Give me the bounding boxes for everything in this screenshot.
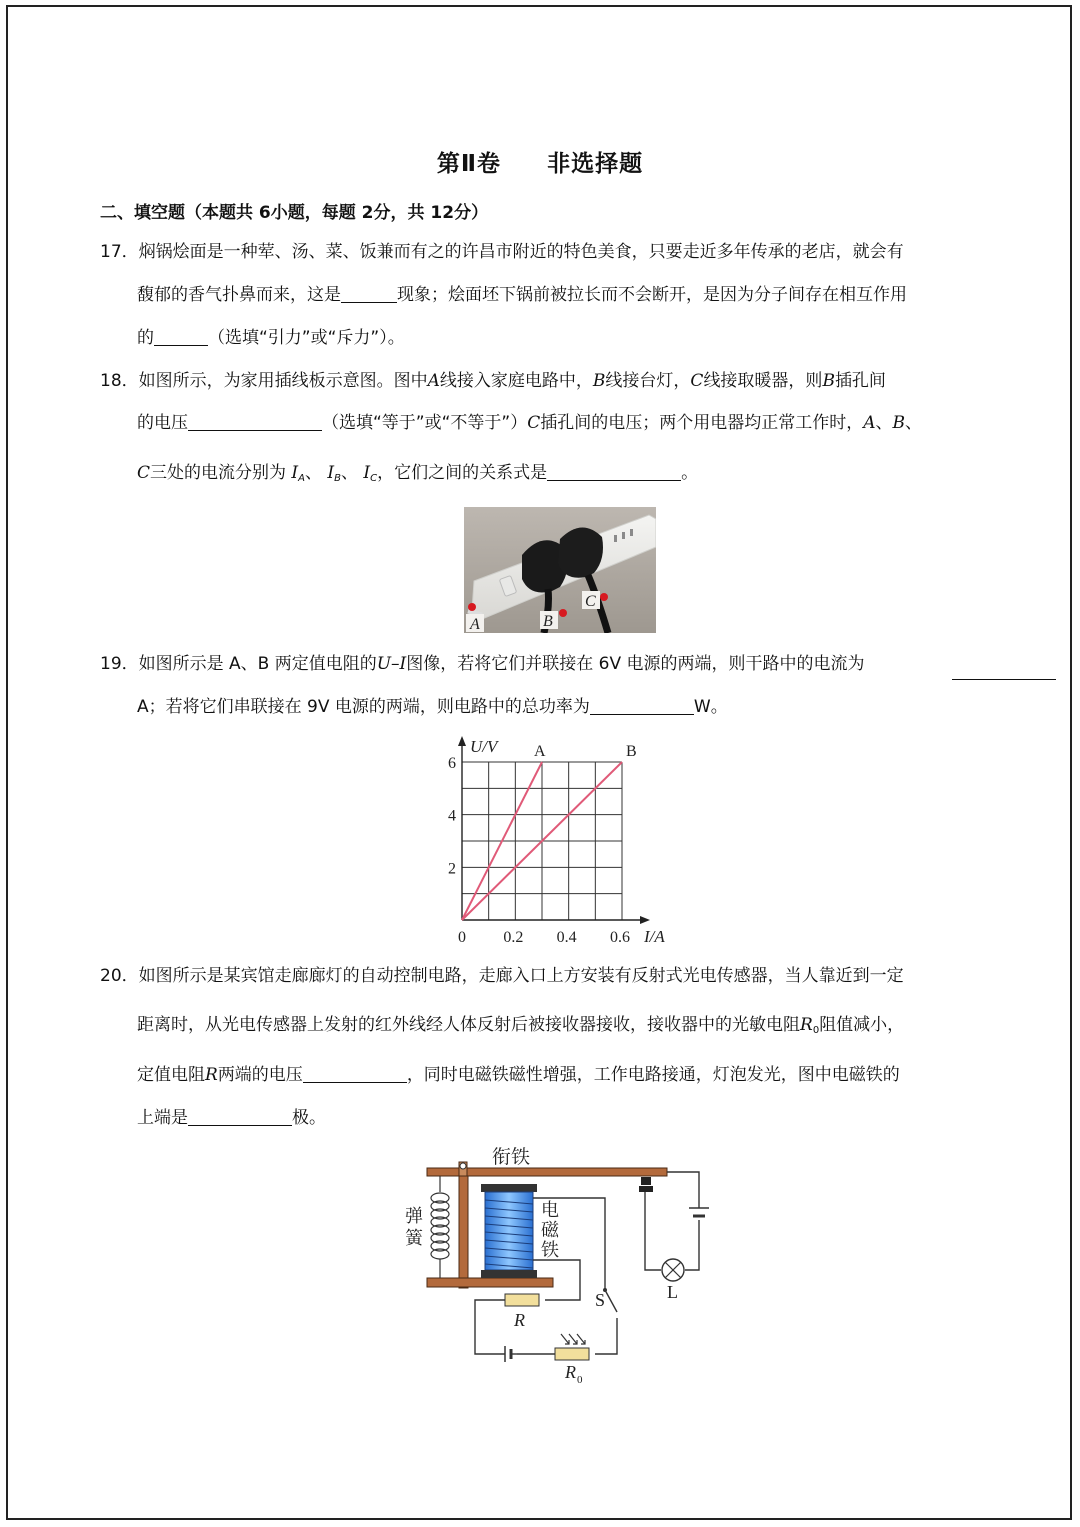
x-tick-label: 0.4 (556, 929, 577, 946)
text: （选填“等于”或“不等于”） (322, 413, 528, 433)
var-b: B (822, 371, 835, 391)
text: 的 (137, 328, 154, 348)
x-tick-label: 0.2 (503, 929, 524, 946)
x-axis-arrow (640, 916, 650, 924)
text: 上端是 (137, 1108, 188, 1128)
spring-label: 弹 (405, 1206, 423, 1226)
var-i: I (291, 463, 299, 483)
y-tick-label: 4 (448, 807, 456, 825)
photoresistor-sub: 0 (577, 1374, 583, 1386)
sub-a: A (298, 473, 305, 484)
lamp-label: L (667, 1282, 678, 1302)
text: 两端的电压 (217, 1065, 303, 1085)
y-axis-label: U/V (470, 737, 498, 756)
q19-line-1 (100, 652, 865, 676)
var-c: C (137, 463, 151, 483)
text: 线接台灯， (605, 371, 691, 391)
answer-blank[interactable] (952, 661, 1056, 680)
var-ui: U–I (376, 654, 407, 674)
y-axis-arrow (458, 736, 466, 746)
q20-line-2 (137, 1013, 904, 1043)
var-a: A (427, 371, 440, 391)
q17-line-1: 17．焖锅烩面是一种荤、汤、菜、饭兼而有之的许昌市附近的特色美食，只要走近多年传承的老店，就会有 (100, 242, 904, 262)
y-tick-label: 2 (448, 860, 456, 878)
x-tick-label: 0 (458, 929, 466, 946)
text: 三处的电流分别为 (150, 463, 287, 483)
sub-c: C (370, 473, 378, 484)
answer-blank[interactable] (188, 1107, 292, 1126)
x-axis-label: I/A (644, 927, 665, 946)
magnet-label: 电 (541, 1200, 559, 1220)
var-c: C (527, 413, 541, 433)
text: 、 (304, 463, 322, 483)
answer-blank[interactable] (590, 696, 694, 715)
q18-line-3 (137, 461, 698, 491)
text: A；若将它们串联接在 9V 电源的两端，则电路中的总功率为 (137, 697, 590, 717)
text: 。 (681, 463, 699, 483)
spring (431, 1176, 449, 1278)
y-tick-label: 6 (448, 755, 456, 772)
sub-b: B (334, 473, 341, 484)
text: 线接取暖器，则 (703, 371, 823, 391)
text: 的电压 (137, 413, 188, 433)
answer-blank[interactable] (154, 327, 208, 346)
answer-blank[interactable] (547, 462, 681, 481)
q20-line-4 (137, 1106, 326, 1130)
q20-line-3 (137, 1063, 900, 1087)
power-strip-figure (464, 507, 656, 637)
text: 阻值减小， (819, 1015, 905, 1035)
text: ，它们之间的关系式是 (377, 463, 548, 483)
var-r0: R (800, 1015, 813, 1035)
text: ，同时电磁铁磁性增强，工作电路接通，灯泡发光，图中电磁铁的 (406, 1065, 900, 1085)
answer-blank[interactable] (303, 1064, 407, 1083)
text: 图像，若将它们并联接在 6V 电源的两端，则干路中的电流为 (406, 654, 865, 674)
text: 插孔间 (834, 371, 886, 391)
magnet-label: 铁 (541, 1240, 559, 1260)
series-label-a: A (534, 743, 546, 760)
sub-0: 0 (812, 1025, 820, 1036)
spring-label: 簧 (405, 1228, 423, 1248)
text: W。 (693, 697, 728, 717)
text: 、 (340, 463, 358, 483)
switch-label: S (595, 1290, 606, 1310)
title-part: 第Ⅱ卷 (436, 151, 502, 177)
title-part: 非选择题 (547, 151, 644, 177)
q17-line-2 (137, 283, 907, 307)
var-b: B (592, 371, 606, 391)
q19-line-2 (137, 695, 728, 719)
text: 线接入家庭电路中， (439, 371, 593, 391)
text: 馥郁的香气扑鼻而来，这是 (137, 285, 341, 305)
armature-label: 衔铁 (492, 1147, 531, 1168)
var-i: I (363, 463, 371, 483)
magnet-label: 磁 (541, 1220, 559, 1240)
q18-line-1 (100, 369, 886, 393)
strip-label-b: B (543, 613, 553, 630)
ui-chart (440, 730, 680, 954)
var-i: I (327, 463, 335, 483)
text: 19．如图所示是 A、B 两定值电阻的 (100, 654, 377, 674)
series-label-b: B (626, 743, 637, 760)
section-heading: 二、填空题（本题共 6小题，每题 2分，共 12分） (100, 203, 489, 223)
relay-circuit-figure (395, 1140, 725, 1394)
var-b: B (892, 413, 906, 433)
text: 定值电阻 (137, 1065, 205, 1085)
text: 现象；烩面坯下锅前被拉长而不会断开，是因为分子间存在相互作用 (397, 285, 907, 305)
strip-label-a: A (470, 616, 480, 633)
text: 极。 (292, 1108, 326, 1128)
q17-line-3 (137, 326, 405, 350)
var-a: A (863, 413, 876, 433)
q18-line-2 (137, 411, 922, 435)
text: 、 (875, 413, 893, 433)
answer-blank[interactable] (341, 284, 397, 303)
answer-blank[interactable] (188, 412, 322, 431)
text: （选填“引力”或“斥力”）。 (208, 328, 405, 348)
strip-label-c: C (585, 593, 596, 610)
photoresistor-label: R (565, 1362, 576, 1382)
x-tick-label: 0.6 (610, 929, 630, 946)
text: 18．如图所示，为家用插线板示意图。图中 (100, 371, 428, 391)
text: 、 (905, 413, 923, 433)
q20-line-1: 20．如图所示是某宾馆走廊廊灯的自动控制电路，走廊入口上方安装有反射式光电传感器，当人靠近到一定 (100, 966, 904, 986)
resistor-label: R (514, 1310, 525, 1330)
text: 插孔间的电压；两个用电器均正常工作时， (540, 413, 864, 433)
page-title (0, 145, 1080, 178)
text: 距离时，从光电传感器上发射的红外线经人体反射后被接收器接收，接收器中的光敏电阻 (137, 1015, 800, 1035)
var-c: C (690, 371, 704, 391)
var-r: R (205, 1065, 218, 1085)
